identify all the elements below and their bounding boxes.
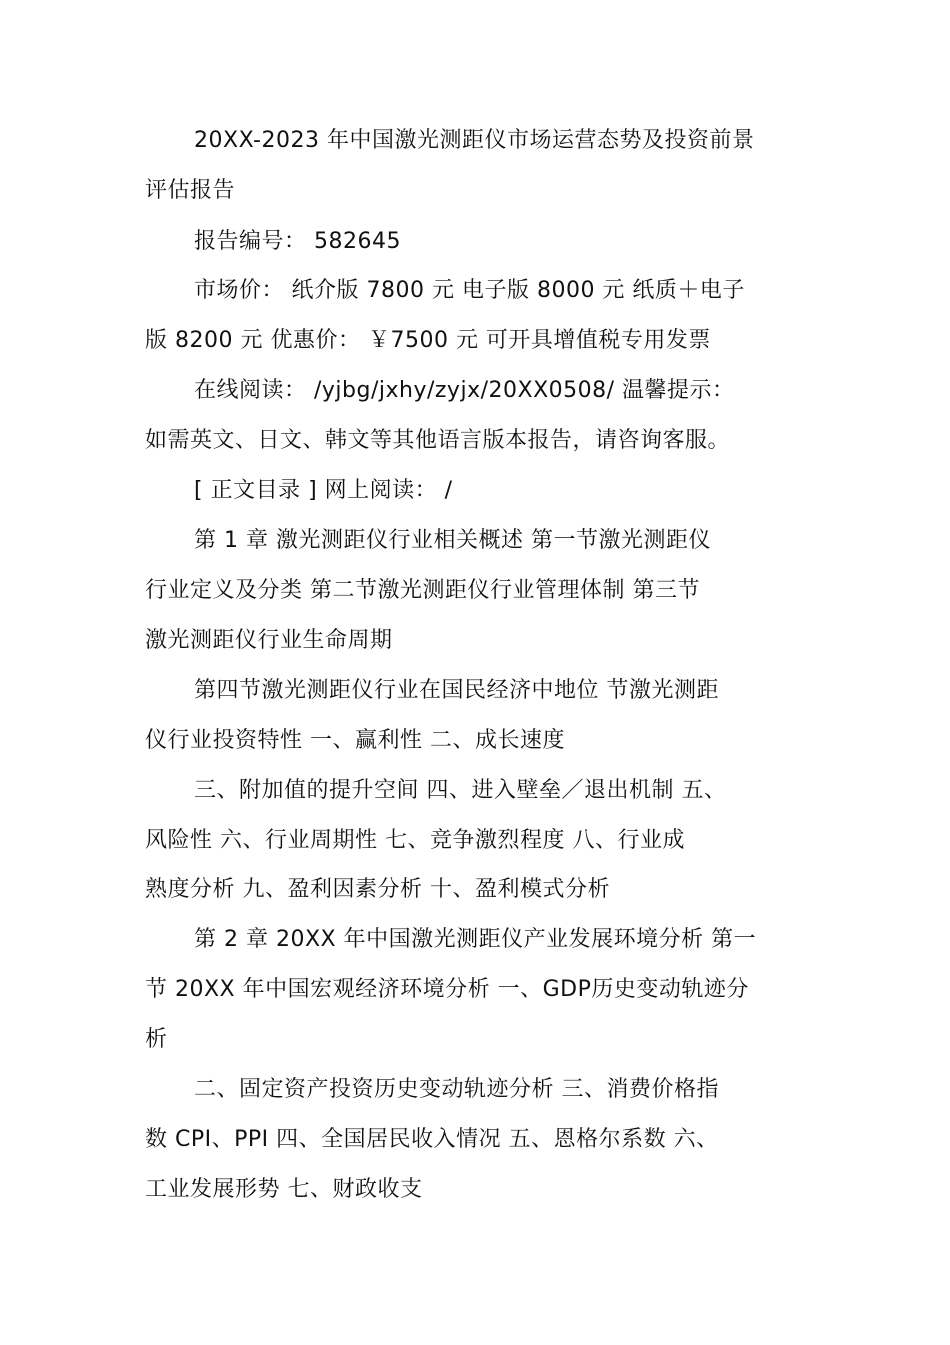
toc-header: [ 正文目录 ] 网上阅读： /	[194, 478, 453, 503]
online-reading-line-2: 如需英文、日文、韩文等其他语言版本报告，请咨询客服。	[145, 428, 731, 453]
chapter1-para1-line3: 激光测距仪行业生命周期	[145, 628, 393, 653]
report-title-line-1: 20XX-2023 年中国激光测距仪市场运营态势及投资前景	[194, 128, 755, 153]
chapter1-para3-line1: 三、附加值的提升空间 四、进入壁垒／退出机制 五、	[194, 778, 727, 803]
chapter1-para3-line2: 风险性 六、行业周期性 七、竞争激烈程度 八、行业成	[145, 828, 685, 853]
report-title-line-2: 评估报告	[145, 178, 236, 203]
chapter1-para2-line1: 第四节激光测距仪行业在国民经济中地位 节激光测距	[194, 678, 719, 703]
chapter1-para1-line2: 行业定义及分类 第二节激光测距仪行业管理体制 第三节	[145, 578, 700, 603]
chapter1-para1-line1: 第 1 章 激光测距仪行业相关概述 第一节激光测距仪	[194, 528, 711, 553]
online-reading-line-1: 在线阅读： /yjbg/jxhy/zyjx/20XX0508/ 温馨提示：	[194, 378, 735, 403]
chapter1-para3-line3: 熟度分析 九、盈利因素分析 十、盈利模式分析	[145, 877, 610, 902]
chapter2-para2-line1: 二、固定资产投资历史变动轨迹分析 三、消费价格指	[194, 1077, 719, 1102]
chapter2-para1-line2: 节 20XX 年中国宏观经济环境分析 一、GDP历史变动轨迹分	[145, 977, 749, 1002]
chapter1-para2-line2: 仪行业投资特性 一、赢利性 二、成长速度	[145, 728, 565, 753]
report-number: 报告编号： 582645	[194, 229, 401, 254]
price-line-2: 版 8200 元 优惠价： ￥7500 元 可开具增值税专用发票	[145, 328, 711, 353]
chapter2-para1-line3: 析	[145, 1027, 168, 1052]
price-line-1: 市场价： 纸介版 7800 元 电子版 8000 元 纸质＋电子	[194, 278, 745, 303]
chapter2-para2-line2: 数 CPI、PPI 四、全国居民收入情况 五、恩格尔系数 六、	[145, 1127, 719, 1152]
chapter2-para2-line3: 工业发展形势 七、财政收支	[145, 1177, 423, 1202]
chapter2-para1-line1: 第 2 章 20XX 年中国激光测距仪产业发展环境分析 第一	[194, 927, 757, 952]
